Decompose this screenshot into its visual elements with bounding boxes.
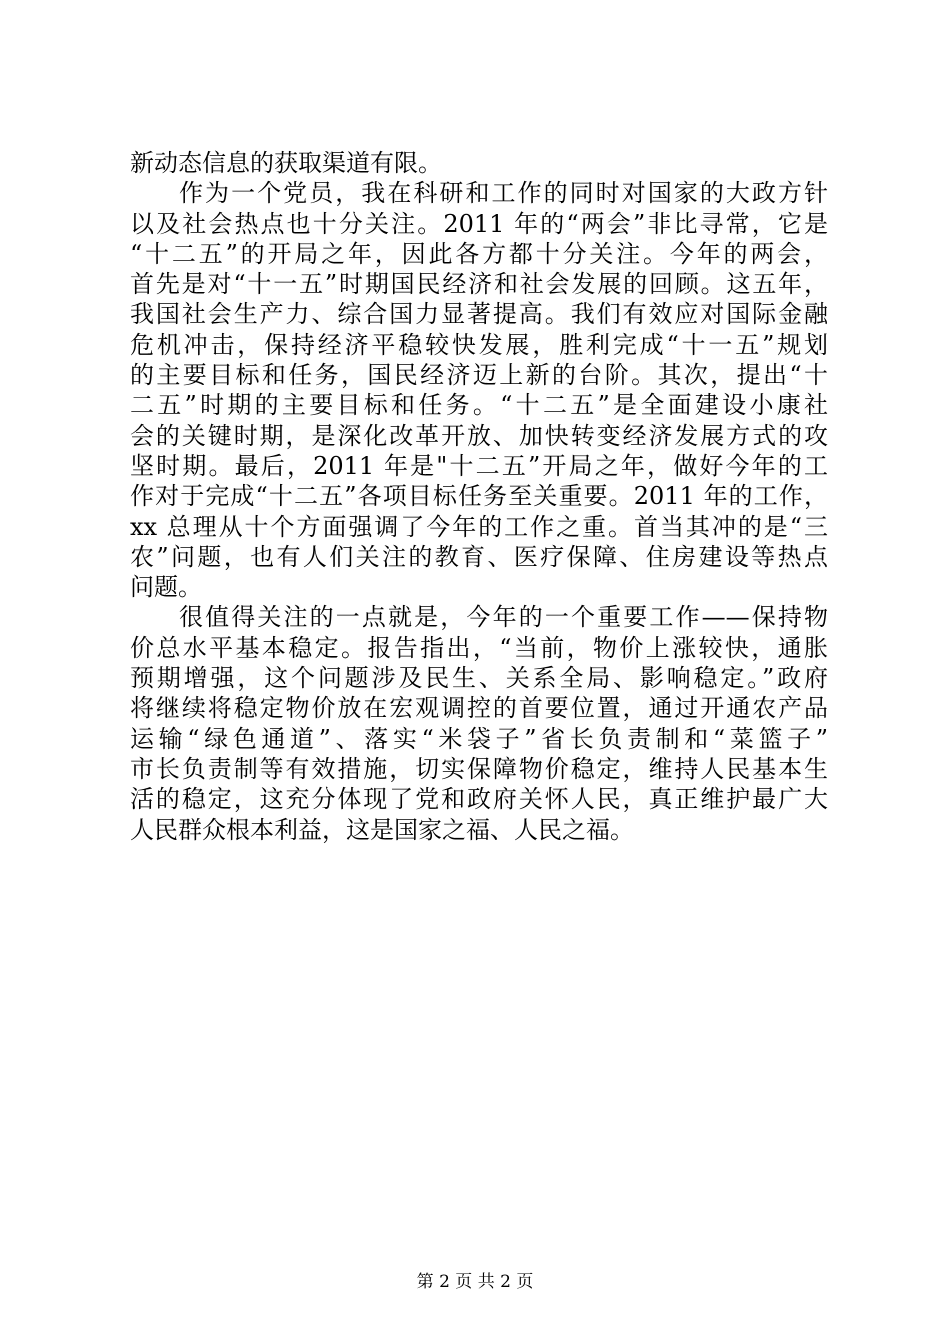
text-line: 将继续将稳定物价放在宏观调控的首要位置，通过开通农产品 bbox=[130, 694, 828, 723]
text-line: 市长负责制等有效措施，切实保障物价稳定，维持人民基本生 bbox=[130, 754, 828, 783]
text-line: 以及社会热点也十分关注。2011 年的“两会”非比寻常，它是 bbox=[130, 209, 828, 238]
body-text bbox=[130, 148, 828, 845]
text-line: 作为一个党员，我在科研和工作的同时对国家的大政方针 bbox=[179, 179, 828, 208]
text-line: 坚时期。最后，2011 年是"十二五”开局之年，做好今年的工 bbox=[130, 451, 828, 480]
text-line: 运输“绿色通道”、落实“米袋子”省长负责制和“菜篮子” bbox=[130, 724, 828, 753]
text-line: 会的关键时期，是深化改革开放、加快转变经济发展方式的攻 bbox=[130, 421, 828, 450]
text-line: 我国社会生产力、综合国力显著提高。我们有效应对国际金融 bbox=[130, 300, 828, 329]
text-line: 作对于完成“十二五”各项目标任务至关重要。2011 年的工作， bbox=[130, 482, 828, 511]
text-line: 很值得关注的一点就是，今年的一个重要工作——保持物 bbox=[179, 603, 828, 632]
text-line: 首先是对“十一五”时期国民经济和社会发展的回顾。这五年， bbox=[130, 270, 828, 299]
text-line: 人民群众根本利益，这是国家之福、人民之福。 bbox=[130, 815, 634, 844]
page-number-footer: 第 2 页 共 2 页 bbox=[416, 1272, 534, 1292]
text-line: 二五”时期的主要目标和任务。“十二五”是全面建设小康社 bbox=[130, 391, 828, 420]
text-line: 活的稳定，这充分体现了党和政府关怀人民，真正维护最广大 bbox=[130, 785, 828, 814]
text-line: 价总水平基本稳定。报告指出，“当前，物价上涨较快，通胀 bbox=[130, 633, 828, 662]
text-line: 问题。 bbox=[130, 573, 202, 602]
text-line: 新动态信息的获取渠道有限。 bbox=[130, 149, 442, 177]
text-line: 农”问题，也有人们关注的教育、医疗保障、住房建设等热点 bbox=[130, 542, 828, 571]
text-line: 危机冲击，保持经济平稳较快发展，胜利完成“十一五”规划 bbox=[130, 330, 828, 359]
text-line: 预期增强，这个问题涉及民生、关系全局、影响稳定。”政府 bbox=[130, 664, 828, 693]
text-line: 的主要目标和任务，国民经济迈上新的台阶。其次，提出“十 bbox=[130, 361, 828, 390]
text-line: xx 总理从十个方面强调了今年的工作之重。首当其冲的是“三 bbox=[130, 512, 828, 541]
text-line: “十二五”的开局之年，因此各方都十分关注。今年的两会， bbox=[130, 239, 828, 268]
